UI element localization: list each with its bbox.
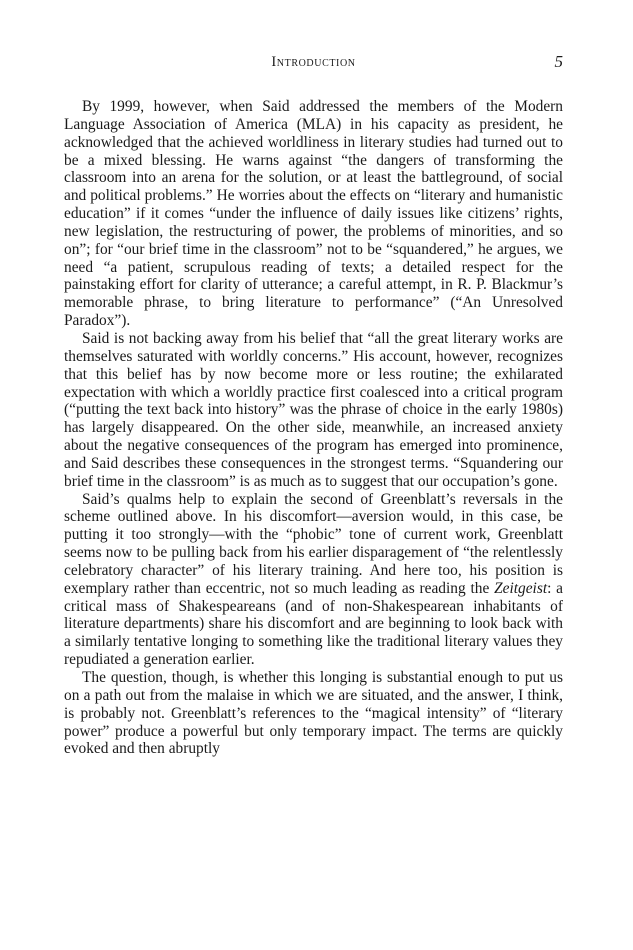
text-run: Said is not backing away from his belief that “all the great literary works are themselves saturated with worldly concerns.” His account, however, recognizes that this belief has by now become more or less routine; the exhilarated expectation with which a worldly practice first coalesced into a critical program (“putting the text back into history” was the phrase of choice in the early 1980s) has largely disappeared. On the other side, meanwhile, an increased anxiety about the negative consequences of the program has emerged into prominence, and Said describes these consequences in the strongest terms. “Squandering our brief time in the classroom” is as much as to suggest that our occupation’s gone. [64,329,563,490]
paragraph [64,330,563,491]
italic-term: Zeitgeist [494,579,548,597]
text-run: By 1999, however, when Said addressed the members of the Modern Language Association of America (MLA) in his capacity as president, he acknowledged that the achieved worldliness in literary studies had turned out to be a mixed blessing. He warns against “the dangers of transforming the classroom into an arena for the solution, or at least the battleground, of social and political problems.” He worries about the effects on “literary and humanistic education” if it comes “under the influence of daily issues like citizens’ rights, new legislation, the restructuring of power, the problems of minorities, and so on”; for “our brief time in the classroom” not to be “squandered,” he argues, we need “a patient, scrupulous reading of texts; a detailed respect for the painstaking effort for clarity of utterance; a careful attempt, in R. P. Blackmur’s memorable phrase, to bring literature to performance” (“An Unresolved Paradox”). [64,98,563,330]
running-head [64,54,563,76]
paragraph [64,669,563,758]
page-number: 5 [554,52,563,71]
paragraph [64,491,563,669]
text-run: : a critical mass of Shakespeareans (and of non-Shakespearean inhabitants of literature departments) share his discomfort and are beginning to look back with a similarly tentative longing to something like the traditional literary values they repudiated a generation earlier. [64,579,563,669]
body-text [64,98,563,758]
running-title: Introduction [271,54,356,70]
text-run: The question, though, is whether this longing is substantial enough to put us on a path out from the malaise in which we are situated, and the answer, I think, is probably not. Greenblatt’s references to the “magical intensity” of “literary power” produce a powerful but only temporary impact. The terms are quickly evoked and then abruptly [64,669,563,758]
text-run: Said’s qualms help to explain the second of Greenblatt’s reversals in the scheme outlined above. In his discomfort—aversion would, in this case, be putting it too strongly—with the “phobic” tone of current work, Greenblatt seems now to be pulling back from his earlier disparagement of “the relentlessly celebratory character” of his literary training. And here too, his position is exemplary rather than eccentric, not so much leading as reading the [64,490,563,597]
paragraph [64,98,563,330]
